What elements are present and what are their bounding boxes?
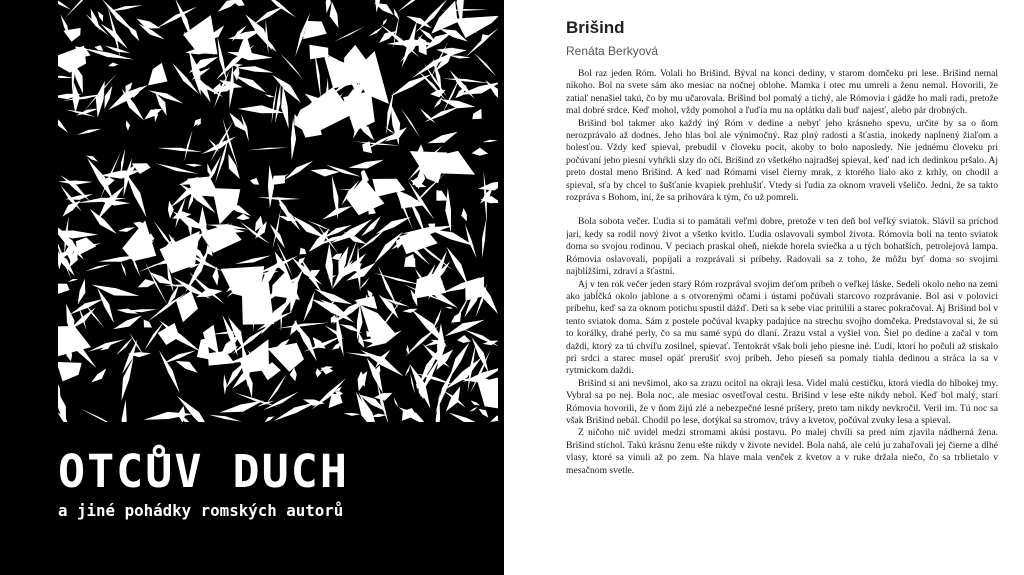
brush-shard	[104, 86, 112, 109]
brush-shard	[121, 262, 126, 277]
brush-shard	[250, 178, 259, 185]
brush-shard	[257, 197, 301, 200]
brush-shard	[359, 277, 370, 290]
brush-shard	[86, 156, 98, 162]
brush-shard	[326, 0, 331, 13]
paragraph: Bola sobota večer. Ľudia si to pamätali veľmi dobre, pretože v ten deň bol veľký sviatok. Slávil sa príchod jari, kedy sa rodil nový život a všetko kvitlo. Ľudia oslavovali symbol života. Rómovia boli na tento sviatok doma so svojou rodinou. V peciach praskal oheň, niekde horela sviečka a u tých bohatších, petrolejová lampa. Rómovia oslavovali, popíjali a rozprávali si príbehy. Radovali sa z toho, že môžu byť doma so svojimi najbližšími, zdraví a šťastní.	[566, 216, 998, 278]
story-title: Brišind	[566, 18, 625, 37]
brush-shard	[432, 308, 441, 330]
brush-patch	[212, 188, 240, 224]
brush-shard	[122, 400, 127, 422]
story-body	[566, 68, 998, 477]
paragraph: Brišind bol takmer ako každý iný Róm v dedine a nebyť jeho krásneho spevu, určite by sa o ňom nerozprávalo až dodnes. Jeho hlas bol ale výnimočný. Raz plný radosti a šťastia, inokedy naplnený žiaľom a bolesťou. Vždy keď spieval, prebudil v človeku pocit, akoby to bolo naposledy. Nie jednému človeku pri počúvaní jeho piesní vyhŕkli slzy do očí. Brišind zo všetkého najradšej spieval, keď nad ich dedinkou pršalo. Aj preto dostal meno Brišind. A keď nad Rómami visel čierny mrak, z ktorého lialo ako z krhly, on chodil a spieval, sťa by chcel to šušťanie kvapiek prehlušiť. Vtedy si ľudia za oknom vraveli všeličo. Jedni, že sa takto rozpráva s Bohom, iní, že sa prihovára k tým, čo už pomreli.	[566, 117, 998, 204]
brush-shard	[85, 264, 111, 271]
brush-shard	[311, 169, 340, 177]
brush-shard	[265, 416, 275, 422]
brush-shard	[471, 401, 480, 406]
brush-shard	[138, 260, 170, 273]
brush-shard	[91, 9, 101, 31]
paragraph: Brišind si ani nevšimol, ako sa zrazu ocitol na okraji lesa. Videl malú cestičku, ktorá viedla do hlbokej tmy. Vybral sa po nej. Bola noc, ale mesiac osvetľoval cestu. Brišind v lese ešte nikdy nebol. Keď bol malý, starí Rómovia hovorili, že v ňom žijú zlé a nebezpečné lesné príšery, preto tam nikdy nevkročil. Veril im. Tú noc sa však Brišind nebál. Chodil po lese, dotýkal sa stromov, trávy a kvetov, počúval zvuky lesa a spieval.	[566, 377, 998, 426]
brush-shard	[275, 83, 281, 123]
brush-shard	[374, 393, 392, 401]
brush-shard	[143, 412, 193, 420]
brush-shard	[394, 397, 399, 407]
brush-patch	[419, 37, 427, 55]
brush-shard	[58, 181, 93, 185]
brush-shard	[136, 19, 160, 29]
brush-shard	[424, 106, 460, 122]
brush-shard	[303, 291, 314, 322]
brush-shard	[266, 19, 269, 54]
abstract-brush-texture-icon	[58, 0, 498, 422]
brush-shard	[465, 224, 477, 259]
brush-shard	[157, 7, 197, 29]
brush-shard	[443, 79, 489, 84]
brush-patch	[183, 15, 218, 54]
brush-shard	[420, 108, 436, 123]
brush-shard	[368, 27, 383, 37]
brush-patch	[58, 46, 86, 73]
brush-patch	[271, 175, 285, 185]
brush-shard	[235, 255, 271, 264]
brush-shard	[209, 415, 242, 422]
brush-shard	[236, 66, 274, 72]
brush-shard	[316, 368, 322, 377]
brush-shard	[478, 181, 498, 191]
brush-shard	[330, 2, 339, 29]
paragraph: Aj v ten rok večer jeden starý Róm rozprával svojim deťom príbeh o veľkej láske. Sedeli okolo neho na zemi ako jabĺčká okolo jablone a s otvorenými očami i ústami počúvali starcovo rozprávanie. Bol asi v polovici príbehu, keď sa za oknom potichu spustil dážď. Deti sa k sebe viac pritúlili a starec pokračoval. Aj Brišind bol v tento sviatok doma. Sám z postele počúval kvapky padajúce na strechu svojho domčeka. Predstavoval si, že sú to korálky, drahé perly, čo sa mu samé sypú do dlaní. Zrazu vstal a vyšiel von. Šiel po dedine a začal v tom daždi, ktorý za tú chvíľu zosilnel, spievať. Tentokrát však boli jeho piesne iné. Ľudí, ktorí ho počuli až stiskalo pri srdci a starec musel opäť prerušiť svoj príbeh. Jeho pieseň sa pomaly tiahla dedinou a stráca la sa v rytmickom daždi.	[566, 278, 998, 377]
brush-patch	[343, 91, 375, 131]
paragraph: Z ničoho nič uvidel medzi stromami akúsi postavu. Po malej chvíli sa pred ním zjavila nádherná žena. Brišind stíchol. Takú krásnu ženu ešte nikdy v živote nevidel. Bola nahá, ale celú ju zahaľovali jej čierne a dlhé vlasy, ktoré sa vinuli až po zem. Na hlave mala venček z kvetov a v ruke držala niečo, čo sa trblietalo v mesačnom svetle.	[566, 427, 998, 476]
brush-shard	[278, 323, 329, 329]
brush-shard	[126, 120, 130, 130]
brush-shard	[474, 53, 496, 76]
brush-shard	[280, 53, 303, 80]
brush-shard	[390, 74, 432, 97]
brush-shard	[284, 161, 313, 181]
brush-shard	[451, 313, 461, 323]
brush-shard	[383, 19, 388, 26]
brush-patch	[431, 1, 457, 34]
brush-patch	[472, 109, 481, 120]
brush-shard	[125, 172, 146, 217]
brush-shard	[321, 367, 334, 374]
brush-shard	[248, 148, 289, 151]
brush-patch	[58, 362, 82, 382]
brush-shard	[95, 45, 104, 51]
brush-shard	[461, 208, 467, 221]
brush-shard	[482, 219, 486, 258]
brush-shard	[68, 279, 79, 282]
brush-shard	[470, 407, 478, 412]
brush-shard	[80, 409, 119, 422]
brush-shard	[91, 369, 106, 383]
brush-shard	[176, 361, 198, 373]
cover-subtitle: a jiné pohádky romských autorů	[58, 501, 344, 520]
brush-shard	[448, 55, 471, 58]
brush-shard	[101, 170, 142, 178]
brush-shard	[401, 108, 420, 138]
brush-shard	[96, 81, 105, 118]
brush-shard	[144, 109, 162, 120]
brush-shard	[479, 409, 489, 418]
brush-shard	[457, 335, 471, 343]
brush-shard	[472, 148, 489, 156]
brush-patch	[410, 151, 448, 183]
brush-patch	[404, 254, 416, 267]
brush-shard	[343, 413, 360, 416]
brush-shard	[405, 364, 411, 376]
brush-shard	[230, 113, 249, 133]
brush-shard	[184, 130, 192, 161]
brush-shard	[108, 63, 118, 67]
brush-shard	[268, 165, 274, 208]
brush-shard	[254, 6, 285, 24]
brush-shard	[58, 0, 71, 10]
brush-shard	[434, 97, 443, 108]
brush-shard	[299, 248, 306, 255]
brush-shard	[77, 129, 101, 135]
brush-shard	[447, 247, 469, 286]
brush-shard	[229, 64, 234, 109]
brush-shard	[379, 295, 399, 319]
brush-shard	[374, 273, 424, 286]
brush-shard	[58, 111, 68, 132]
brush-patch	[208, 351, 235, 366]
brush-patch	[456, 16, 499, 38]
brush-shard	[72, 82, 79, 113]
brush-shard	[428, 132, 458, 144]
paragraph: Bol raz jeden Róm. Volali ho Brišind. Býval na konci dediny, v starom domčeku pri lese. Brišind nemal nikoho. Bol na svete sám ako mesiac na nočnej oblohe. Mamka i otec mu umreli a ženu nemal. Hovorili, že zatiaľ nenašiel takú, čo by mu učarovala. Brišind bol pomalý a tichý, ale Rómovia i gádže ho mali radi, pretože mal dobré srdce. Keď mohol, vždy pomohol a ľuďia mu na oplátku dali bud' najesť, alebo pár drobných.	[566, 68, 998, 117]
brush-shard	[118, 227, 135, 232]
brush-shard	[349, 160, 384, 169]
brush-shard	[148, 90, 183, 103]
brush-shard	[274, 402, 319, 422]
text-page	[566, 0, 998, 575]
brush-patch	[58, 284, 70, 295]
brush-shard	[449, 413, 483, 422]
brush-shard	[361, 350, 404, 376]
brush-shard	[490, 416, 498, 422]
brush-shard	[223, 374, 227, 395]
book-cover	[0, 0, 504, 575]
brush-patch	[436, 190, 448, 201]
brush-shard	[88, 339, 125, 352]
brush-shard	[158, 148, 203, 152]
brush-shard	[482, 140, 497, 143]
brush-shard	[144, 320, 152, 328]
brush-shard	[376, 217, 411, 234]
cover-title: OTCŮV DUCH	[58, 445, 349, 498]
story-author: Renáta Berkyová	[566, 44, 659, 58]
brush-patch	[148, 63, 168, 86]
brush-shard	[133, 87, 141, 98]
brush-shard	[82, 48, 133, 59]
brush-shard	[217, 36, 227, 82]
brush-patch	[176, 291, 198, 323]
brush-shard	[325, 243, 333, 288]
brush-shard	[379, 31, 397, 43]
brush-shard	[265, 94, 275, 97]
brush-shard	[168, 201, 174, 219]
brush-patch	[76, 237, 97, 255]
brush-shard	[98, 11, 103, 22]
brush-shard	[445, 320, 485, 337]
brush-shard	[394, 8, 399, 20]
brush-patch	[465, 277, 484, 301]
page-gutter	[504, 0, 526, 575]
brush-shard	[334, 27, 364, 42]
brush-shard	[78, 279, 86, 305]
brush-shard	[397, 0, 431, 12]
brush-shard	[58, 76, 74, 78]
brush-shard	[113, 315, 142, 329]
brush-shard	[63, 201, 81, 217]
brush-shard	[446, 307, 454, 309]
brush-shard	[235, 76, 267, 93]
brush-shard	[185, 164, 202, 167]
